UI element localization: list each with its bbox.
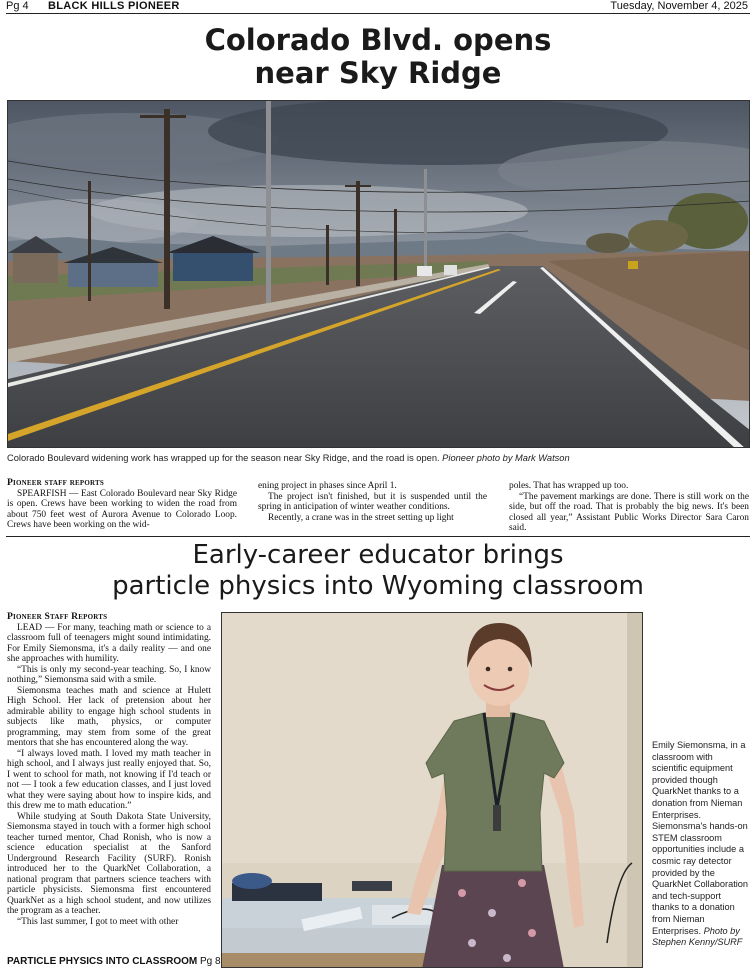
story1-paragraph: SPEARFISH — East Colorado Boulevard near Sky Ridge is open. Crews have been working to widen the road from about 750 feet west of Aurora Avenue to Colorado Loop. Crews have been working on the wid- bbox=[7, 488, 237, 530]
story2-headline bbox=[0, 540, 756, 602]
story1-paragraph: poles. That has wrapped up too. bbox=[509, 481, 629, 491]
story1-column-3 bbox=[509, 481, 749, 534]
teacher-photo-caption-text: Emily Siemonsma, in a classroom with scientific equipment provided though QuarkNet thanks to a donation from Nieman Enterprises. Siemonsma's hands-on STEM classroom opportunities include a cosmic ray detector provided by the QuarkNet Collaboration and tech-support thanks to a donation from Nieman Enterprises. bbox=[652, 740, 749, 936]
section-divider bbox=[6, 536, 750, 537]
road-photo-credit: Pioneer photo by Mark Watson bbox=[442, 453, 570, 463]
story1-column-2 bbox=[258, 481, 487, 523]
story1-paragraph: ening project in phases since April 1. bbox=[258, 481, 397, 491]
jump-page: Pg 8 bbox=[199, 956, 221, 967]
story2-byline: Pioneer Staff Reports bbox=[7, 611, 108, 622]
story2-paragraph: “I always loved math. I loved my math teacher in high school, and I always just really enjoyed that. So, I went to school for math, not knowing if I'd teach or not — I took a few education classes, and I just loved what they were saying about how to inspire kids, and this drew me to math education.” bbox=[7, 748, 211, 811]
story1-headline-line1: Colorado Blvd. opens bbox=[204, 23, 552, 57]
story2-paragraph: “This is only my second-year teaching. So, I know nothing,” Siemonsma said with a smile. bbox=[7, 664, 211, 685]
page-number: Pg 4 bbox=[6, 0, 29, 12]
road-photo-caption-text: Colorado Boulevard widening work has wrapped up for the season near Sky Ridge, and the road is open. bbox=[7, 453, 440, 463]
issue-date: Tuesday, November 4, 2025 bbox=[610, 0, 748, 12]
teacher-photo-credit: Photo by Stephen Kenny/SURF bbox=[652, 925, 743, 948]
road-photo-caption bbox=[7, 452, 750, 464]
jump-label: PARTICLE PHYSICS INTO CLASSROOM bbox=[7, 956, 198, 967]
jump-line[interactable] bbox=[7, 956, 221, 968]
story2-headline-line2: particle physics into Wyoming classroom bbox=[112, 571, 644, 601]
teacher-photo bbox=[221, 612, 643, 968]
story1-paragraph: The project isn't finished, but it is suspended until the spring in anticipation of winter weather conditions. bbox=[258, 491, 487, 512]
story1-column-1 bbox=[7, 478, 237, 531]
story1-paragraph: “The pavement markings are done. There is still work on the side, but off the road. That is probably the big news. It's been closed all year,” Assistant Public Works Director Sara Caron said. bbox=[509, 491, 749, 533]
story2-paragraph: While studying at South Dakota State University, Siemonsma stayed in touch with a former high school teacher turned mentor, Chad Ronish, who is now a science education specialist at the Sanford Underground Research Facility (SURF). Ronish introduced her to the QuarkNet Collaboration, a national program that partners science teachers with particle physicists. Siemonsma first encountered QuarkNet as a high school student, and now utilizes the program as a teacher. bbox=[7, 811, 211, 916]
story1-headline bbox=[0, 24, 756, 90]
story1-headline-line2: near Sky Ridge bbox=[254, 56, 502, 90]
story1-byline: Pioneer staff reports bbox=[7, 477, 104, 488]
story2-paragraph: LEAD — For many, teaching math or science to a classroom full of teenagers might sound intimidating. For Emily Siemonsma, it's a daily reality — and one she approaches with humility. bbox=[7, 622, 211, 664]
road-photo bbox=[7, 100, 750, 448]
newspaper-name: BLACK HILLS PIONEER bbox=[48, 0, 180, 12]
story2-paragraph: “This last summer, I got to meet with other bbox=[17, 916, 179, 927]
story2-paragraph: Siemonsma teaches math and science at Hulett High School. Her lack of pretension about her admirable ability to engage high school students in subjects like math, physics, or computer programming, may stem from some of the great mentors that she has encountered along the way. bbox=[7, 685, 211, 748]
story2-headline-line1: Early-career educator brings bbox=[192, 540, 564, 570]
teacher-photo-caption bbox=[652, 740, 750, 949]
story1-paragraph: Recently, a crane was in the street setting up light bbox=[268, 512, 454, 523]
masthead bbox=[6, 0, 750, 14]
story2-column-1 bbox=[7, 612, 211, 927]
